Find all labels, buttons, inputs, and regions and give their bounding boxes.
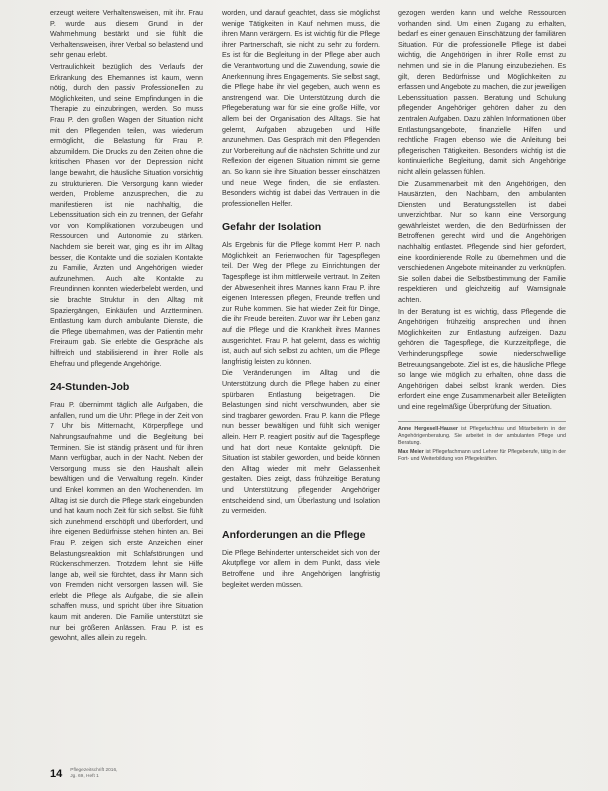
- paragraph: gezogen werden kann und welche Ressourcen vorhanden sind. Um einen Zugang zu erhalten, bedarf es einer genauen Einschätzung der familiären Situation. Für die professionelle Pflege ist dabei wichtig, die Angehörigen in ihrer Rolle ernst zu nehmen und sie in die Planung einzubeziehen. Es gilt, deren Bedürfnisse und Möglichkeiten zu erfassen und Angebote zu machen, die zur jeweiligen Lebenssituation passen. Beratung und Schulung pflegender Angehöriger gehören daher zu den zentralen Aufgaben. Dazu zählen Informationen über Entlastungsangebote, finanzielle Hilfen und rechtliche Fragen ebenso wie die Anleitung bei pflegerischen Tätigkeiten. Besonders wichtig ist die kontinuierliche Begleitung, damit sich Angehörige nicht allein gelassen fühlen.: [398, 9, 566, 176]
- paragraph: Die Pflege Behinderter unterscheidet sich von der Akutpflege vor allem in dem Punkt, dass viele Betroffene und ihre Angehörigen langfristig begleitet werden müssen.: [222, 548, 380, 589]
- author-description: ist Pflegefachmann und Lehrer für Pflegeberufe, tätig in der Fort- und Weiterbildung von Pflegekräften.: [398, 449, 566, 463]
- author-note: [398, 449, 566, 463]
- paragraph: Die Veränderungen im Alltag und die Unterstützung durch die Pflege haben zu einer spürbaren Entlastung beigetragen. Die Belastungen sind nicht verschwunden, aber sie sind tragbarer geworden. Frau P. kann die Pflege nun besser bewältigen und fühlt sich weniger allein. Herr P. reagiert positiv auf die Tagespflege und hat dort neue Kontakte geknüpft. Die Situation ist stabiler geworden, und beide können den Alltag wieder mit mehr Gelassenheit gestalten. Dies zeigt, dass frühzeitige Beratung und Unterstützung pflegender Angehöriger entscheidend sind, um Überlastung und Isolation zu vermeiden.: [222, 369, 380, 516]
- paragraph: worden, und darauf geachtet, dass sie möglichst wenige Tätigkeiten in Kauf nehmen muss, die ihren Mann verärgern. Es ist wichtig für die Pflege ihrer Partnerschaft, sie nicht zu sehr zu fordern. Es ist für die Begleitung in der Pflege aber auch die Verantwortung und die Zuwendung, sowie die Anerkennung ihres Engagements. Sie selbst sagt, die Pflege habe ihr viel gegeben, auch wenn es anstrengend war. Die Unterstützung durch die Pflegeberatung war für sie eine große Hilfe, vor allem bei der Organisation des Alltags. Sie hat gelernt, Aufgaben abzugeben und Hilfe anzunehmen. Das Gespräch mit den Pflegenden zur Vorbereitung auf die nächsten Schritte und zur Reflexion der eigenen Situation nimmt sie gerne an. So kann sie ihre Situation besser einschätzen und neue Wege finden, die sie entlasten. Besonders wichtig ist dabei das Vertrauen in die professionellen Helfer.: [222, 9, 380, 208]
- section-heading-care-demands: Anforderungen an die Pflege: [222, 528, 366, 541]
- author-note: [398, 426, 566, 448]
- paragraph: erzeugt weitere Verhaltensweisen, mit ihr. Frau P. wurde aus diesem Grund in der Wahrnehmung bestärkt und sie fühlt die Verhaltensweisen, ihrer Verbal so belastend und sehr genau erlebt.: [50, 9, 203, 60]
- author-description: ist Pflegefachfrau und Mitarbeiterin in der Angehörigenberatung. Sie arbeitet in der ambulanten Pflege und Beratung.: [398, 425, 566, 446]
- paragraph: In der Beratung ist es wichtig, dass Pflegende die Angehörigen frühzeitig ansprechen und ihnen Möglichkeiten zur Entlastung aufzeigen. Dazu gehören die Tagespflege, die Kurzzeitpflege, die Verhinderungspflege sowie niederschwellige Betreuungsangebote. Ziel ist es, die häusliche Pflege so lange wie möglich zu erhalten, ohne dass die Angehörigen dabei selbst krank werden. Dies erfordert eine enge Zusammenarbeit aller Beteiligten und eine regelmäßige Überprüfung der Situation.: [398, 307, 566, 411]
- author-name: Max Meier: [398, 449, 424, 456]
- section-heading-isolation: Gefahr der Isolation: [222, 221, 322, 234]
- paragraph: Frau P. übernimmt täglich alle Aufgaben, die anfallen, rund um die Uhr: Pflege in der Zeit von 7 Uhr bis Mitternacht, Körperpflege und Nahrungsaufnahme und die Begleitung bei Terminen. Sie ist ständig präsent und für ihren Mann verfügbar, auch in der Nacht. Neben der Versorgung muss sie den Haushalt allein bewältigen und die Verwaltung regeln. Kinder und Enkel kommen an den Wochenenden. Im Alltag ist sie durch die Pflege stark eingebunden und hat kaum noch Zeit für sich selbst. Sie fühlt sich zunehmend erschöpft und überfordert, und ihre eigenen Bedürfnisse stehen hinten an. Bei Frau P. zeigen sich erste Anzeichen einer Belastungsreaktion mit Schlafstörungen und Rückenschmerzen. Trotzdem lehnt sie Hilfe lange ab, weil sie fürchtet, dass ihr Mann sich von Fremden nicht versorgen lassen will. Sie erlebt die Pflege als Aufgabe, die sie allein schaffen muss, und spricht über ihre Situation kaum mit anderen. Die Familie unterstützt sie nur bei größeren Anlässen. Frau P. ist es gewohnt, alles allein zu regeln.: [50, 401, 203, 643]
- author-infobox: [398, 421, 566, 464]
- paragraph: Als Ergebnis für die Pflege kommt Herr P. nach Möglichkeit an Ferienwochen für Tagespflegen teil. Der Weg der Pflege zu Einrichtungen der Tagespflege ist ihm mittlerweile vertraut. In Zeiten der Abwesenheit ihres Mannes kann Frau P. ihre eigenen Interessen pflegen, Freunde treffen und zur Ruhe kommen. Sie hat wieder Zeit für Dinge, die ihr Freude bereiten. Zuvor war ihr Leben ganz auf die Pflege und die Krankheit ihres Mannes ausgerichtet. Frau P. hat gelernt, dass es wichtig ist, auch auf sich selbst zu achten, um die Pflege langfristig leisten zu können.: [222, 241, 380, 366]
- author-name: Anne Hergesell-Hauser: [398, 425, 458, 432]
- journal-citation: [70, 768, 117, 780]
- journal-citation-line: Jg. 69, Heft 1: [70, 774, 99, 779]
- paragraph: Die Zusammenarbeit mit den Angehörigen, den Hausärzten, den Nachbarn, den ambulanten Diensten und Beratungsstellen ist dabei unverzichtbar. Nur so kann eine Versorgung gewährleistet werden, die den Bedürfnissen der Betroffenen gerecht wird und die Angehörigen nachhaltig entlastet. Pflegende sind hier gefordert, eine koordinierende Rolle zu übernehmen und die verschiedenen Angebote miteinander zu verknüpfen. Sie sollen dabei die Selbstbestimmung der Familie respektieren und gleichzeitig auf Warnsignale achten.: [398, 179, 566, 305]
- page-footer: [50, 768, 117, 780]
- paragraph: Vertraulichkeit bezüglich des Verlaufs der Erkrankung des Ehemannes ist kaum, wenn nötig, durch den passiv Professionellen zu Möglichkeiten, und seine Empfindungen in die Therapie zu einzubringen, werden. So muss Frau P. den großen Wagen der Situation nicht mit den Pflegenden teilen, was wiederum ermöglicht, die Belastung für Frau P. abzumildern. Die Drucks zu den Zeiten ohne die kritischen Phasen vor der Depression nicht lange bewahrt, die häusliche Situation vorsichtig zu strukturieren. Die Versorgung kann wieder werden, Probleme anzusprechen, die zu manifestieren ist nie nachhaltig, die Lebenssituation sich ein zu trennen, der Gefahr vor von Komplikationen vorzubeugen und Ressourcen und Autonomie zu stärken. Nachdem sie bereit war, ging es ihr im Alltag besser, die Kontakte und die sozialen Kontakte zu Familie, Ärzten und Angehörigen wieder aufzunehmen. Auch alte Kontakte zu Freundinnen konnten wiederbelebt werden, und sie brachte Struktur in den Alltag mit Spaziergängen, Einkäufen und Arztterminen. Entlastung kam durch ambulante Dienste, die die Pflege übernahmen, was der Patientin mehr Freiraum gab. Sie erlebte die Gespräche als hilfreich und stabilisierend in ihrer Rolle als Ehefrau und pflegende Angehörige.: [50, 62, 203, 368]
- section-heading-24-hours: 24-Stunden-Job: [50, 381, 130, 394]
- journal-citation-line: Pflegezeitschrift 2016,: [70, 768, 118, 773]
- text-column-2: [222, 8, 380, 591]
- page-number: 14: [50, 768, 63, 780]
- text-column-3: [398, 8, 566, 466]
- text-column-1: [50, 8, 203, 645]
